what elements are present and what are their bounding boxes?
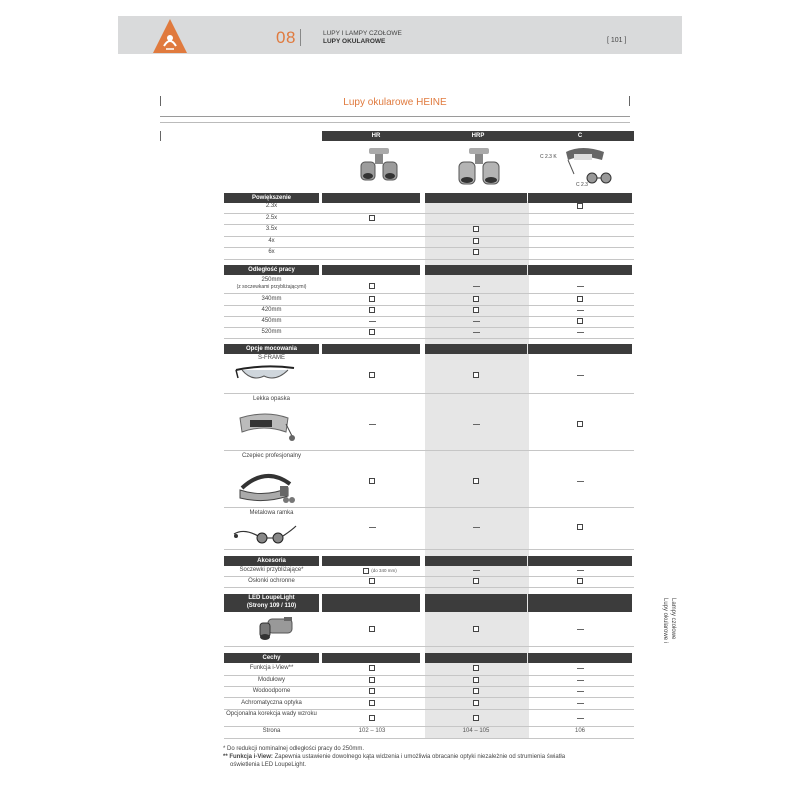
cell-check <box>320 329 424 336</box>
row-label: 2.5x <box>265 215 278 221</box>
checkbox-icon <box>577 203 583 209</box>
row-label: Soczewki przybliżające* <box>239 567 304 573</box>
row-divider <box>224 587 634 588</box>
column-header-hrp: HRP <box>424 131 532 141</box>
chapter-title: LUPY I LAMPY CZOŁOWE <box>323 30 402 37</box>
row-label: 250mm <box>261 277 282 283</box>
checkbox-icon <box>577 578 583 584</box>
checkbox-icon <box>369 578 375 584</box>
cell-check <box>320 578 424 585</box>
dash-icon <box>577 286 584 287</box>
checkbox-icon <box>577 524 583 530</box>
cell-check <box>528 296 632 303</box>
checkbox-icon <box>369 283 375 289</box>
cell-dash <box>528 688 632 695</box>
cell-dash <box>424 524 528 531</box>
row-divider <box>224 293 634 294</box>
group-bar <box>425 193 527 203</box>
dash-icon <box>577 668 584 669</box>
group-bar <box>425 265 527 275</box>
side-label-line1: Lupy okularowe i <box>662 598 668 644</box>
dash-icon <box>577 680 584 681</box>
dash-icon <box>473 286 480 287</box>
group-bar <box>528 653 632 663</box>
cell-dash <box>528 307 632 314</box>
group-bar <box>322 594 420 612</box>
cell-check <box>424 715 528 722</box>
checkbox-icon <box>369 626 375 632</box>
checkbox-icon <box>369 307 375 313</box>
row-divider <box>224 738 634 739</box>
cell-dash <box>528 626 632 633</box>
row-divider <box>224 327 634 328</box>
cell-check <box>424 249 528 256</box>
row-divider <box>224 316 634 317</box>
group-bar <box>528 265 632 275</box>
row-divider <box>224 709 634 710</box>
row-divider <box>224 726 634 727</box>
row-label: Lekka opaska <box>252 396 291 402</box>
checkbox-icon <box>473 249 479 255</box>
cell-dash <box>528 700 632 707</box>
cell-check <box>424 226 528 233</box>
row-label: 520mm <box>261 329 282 335</box>
dash-icon <box>577 691 584 692</box>
row-divider <box>224 450 634 451</box>
group-bar <box>425 344 527 354</box>
row-label: Wodoodporne <box>252 688 291 694</box>
cell-check <box>320 478 424 485</box>
cell-dash <box>528 329 632 336</box>
row-label: 4x <box>268 238 275 244</box>
dash-icon <box>473 527 480 528</box>
group-header-accessories: Akcesoria <box>224 556 319 566</box>
checkbox-icon <box>369 372 375 378</box>
checkbox-icon <box>363 568 369 574</box>
cell-check <box>424 626 528 633</box>
chapter-number: 08 <box>276 28 296 47</box>
group-bar <box>322 193 420 203</box>
group-bar <box>528 594 632 612</box>
group-bar <box>425 653 527 663</box>
checkbox-icon <box>369 215 375 221</box>
side-label-line2: Lampy czołowe <box>670 598 676 640</box>
cell-check <box>320 677 424 684</box>
dash-icon <box>369 527 376 528</box>
cell-check <box>320 688 424 695</box>
cell-check <box>528 318 632 325</box>
row-divider <box>224 236 634 237</box>
dash-icon <box>577 310 584 311</box>
hr-loupe-image <box>355 146 403 186</box>
checkbox-icon <box>473 307 479 313</box>
section-title: Lupy okularowe HEINE <box>343 97 447 108</box>
dash-icon <box>473 570 480 571</box>
cell-dash <box>320 524 424 531</box>
checkbox-icon <box>577 318 583 324</box>
led-title: LED LoupeLight <box>248 595 295 601</box>
row-divider <box>224 549 634 550</box>
row-label: 450mm <box>261 318 282 324</box>
group-bar <box>322 556 420 566</box>
cell-page: 104 – 105 <box>462 728 490 734</box>
checkbox-icon <box>473 715 479 721</box>
heine-logo-icon <box>152 18 188 54</box>
footnote-2-text: Zapewnia ustawienie dowolnego kąta widzenia i umożliwia obracanie optyki niezależnie od strumienia światła <box>272 754 566 760</box>
group-bar <box>528 344 632 354</box>
group-header-magnification: Powiększenie <box>224 193 319 203</box>
footnote-1: * Do redukcji nominalnej odległości pracy do 250mm. <box>223 746 365 752</box>
row-sublabel: (z soczewkami przybliżającymi) <box>236 284 307 290</box>
row-divider <box>224 393 634 394</box>
cell-page: 106 <box>574 728 585 734</box>
s-frame-image <box>234 364 296 386</box>
dash-icon <box>577 332 584 333</box>
led-loupelight-image <box>254 615 298 645</box>
footnote-2-continued: oświetlenia LED LoupeLight. <box>230 762 307 768</box>
row-divider <box>224 697 634 698</box>
cell-check <box>320 715 424 722</box>
section-title-bar <box>160 96 630 117</box>
row-label: 340mm <box>261 296 282 302</box>
column-header-hr: HR <box>322 131 430 141</box>
group-bar <box>425 594 527 612</box>
dash-icon <box>577 570 584 571</box>
cell-dash <box>528 283 632 290</box>
row-label: Osłonki ochronne <box>248 578 295 584</box>
dash-icon <box>577 718 584 719</box>
row-label: Metalowa ramka <box>249 510 294 516</box>
cell-check <box>424 700 528 707</box>
cell-check <box>320 215 424 222</box>
cell-check <box>424 578 528 585</box>
hrp-loupe-image <box>455 146 503 188</box>
cell-dash <box>320 421 424 428</box>
cell-check <box>320 626 424 633</box>
cell-dash <box>528 567 632 574</box>
checkbox-icon <box>473 688 479 694</box>
row-label: Achromatyczna optyka <box>241 700 302 706</box>
checkbox-icon <box>473 226 479 232</box>
group-header-working-distance: Odległość pracy <box>224 265 319 275</box>
row-divider <box>224 247 634 248</box>
cell-check <box>320 372 424 379</box>
cell-dash <box>528 478 632 485</box>
group-bar <box>322 653 420 663</box>
cell-dash <box>528 372 632 379</box>
cell-dash <box>320 318 424 325</box>
row-divider <box>224 305 634 306</box>
row-divider <box>224 507 634 508</box>
row-divider <box>224 259 634 260</box>
row-label: 2.3x <box>265 203 278 209</box>
checkbox-icon <box>473 700 479 706</box>
c-label-bottom: C 2.3 <box>576 182 588 188</box>
divider-tick <box>160 131 161 141</box>
group-bar <box>425 556 527 566</box>
cell-check <box>528 421 632 428</box>
cell-dash <box>424 329 528 336</box>
cell-check <box>320 307 424 314</box>
cell-check <box>424 238 528 245</box>
row-label: Strona <box>262 728 281 734</box>
group-header-features: Cechy <box>224 653 319 663</box>
cell-dash <box>528 665 632 672</box>
checkbox-icon <box>369 296 375 302</box>
row-label: 6x <box>268 249 275 255</box>
group-header-mounting: Opcje mocowania <box>224 344 319 354</box>
row-divider <box>224 675 634 676</box>
light-headband-image <box>236 410 296 444</box>
checkbox-icon <box>473 626 479 632</box>
checkbox-icon <box>473 372 479 378</box>
checkbox-icon <box>369 478 375 484</box>
group-bar <box>528 193 632 203</box>
divider <box>160 122 630 123</box>
row-divider <box>224 338 634 339</box>
cell-check <box>320 700 424 707</box>
dash-icon <box>577 629 584 630</box>
cell-check <box>424 677 528 684</box>
checkbox-icon <box>577 296 583 302</box>
column-header-c: C <box>526 131 634 141</box>
checkbox-icon <box>473 665 479 671</box>
checkbox-icon <box>369 700 375 706</box>
group-bar <box>322 344 420 354</box>
group-header-led <box>224 594 319 612</box>
cell-dash <box>424 567 528 574</box>
metal-frame-image <box>232 520 298 550</box>
cell-check <box>424 688 528 695</box>
chapter-divider <box>300 29 301 46</box>
checkbox-icon <box>473 478 479 484</box>
checkbox-icon <box>369 715 375 721</box>
dash-icon <box>473 321 480 322</box>
row-label: Funkcja i-View** <box>249 665 294 671</box>
checkbox-icon <box>473 578 479 584</box>
cell-check <box>320 665 424 672</box>
row-label: 420mm <box>261 307 282 313</box>
cell-check <box>528 578 632 585</box>
footnote-2 <box>223 753 623 761</box>
cell-check <box>424 372 528 379</box>
checkbox-icon <box>369 677 375 683</box>
dash-icon <box>473 424 480 425</box>
cell-dash <box>424 283 528 290</box>
checkbox-icon <box>369 665 375 671</box>
cell-check <box>424 307 528 314</box>
cell-check <box>424 478 528 485</box>
row-divider <box>224 224 634 225</box>
row-divider <box>224 213 634 214</box>
cell-dash <box>424 318 528 325</box>
dash-icon <box>577 481 584 482</box>
row-label: 3.5x <box>265 226 278 232</box>
checkbox-icon <box>473 296 479 302</box>
side-label <box>660 598 690 648</box>
checkbox-icon <box>473 238 479 244</box>
cell-note: (do 340 mm) <box>371 568 397 573</box>
cell-dash <box>528 715 632 722</box>
cell-check <box>320 283 424 290</box>
cell-check <box>424 296 528 303</box>
dash-icon <box>369 424 376 425</box>
cell-check <box>328 567 432 574</box>
page-number: [ 101 ] <box>607 37 627 44</box>
row-label: S-FRAME <box>258 355 285 361</box>
row-divider <box>224 646 634 647</box>
c-loupe-image <box>548 146 628 188</box>
cell-dash <box>528 677 632 684</box>
group-bar <box>528 556 632 566</box>
row-label: Modułowy <box>257 677 285 683</box>
row-label: Czepiec profesjonalny <box>241 453 302 459</box>
dash-icon <box>473 332 480 333</box>
footnote-2-term: ** Funkcja i-View: <box>223 754 273 760</box>
led-pages: (Strony 109 / 110) <box>246 603 297 609</box>
checkbox-icon <box>473 677 479 683</box>
row-divider <box>224 686 634 687</box>
cell-check <box>320 296 424 303</box>
c-label-top: C 2.3 K <box>540 154 557 160</box>
cell-dash <box>424 421 528 428</box>
cell-check <box>424 665 528 672</box>
dash-icon <box>577 375 584 376</box>
professional-headband-image <box>236 466 298 506</box>
dash-icon <box>369 321 376 322</box>
cell-check <box>528 203 632 210</box>
group-bar <box>322 265 420 275</box>
checkbox-icon <box>577 421 583 427</box>
row-divider <box>224 576 634 577</box>
cell-page: 102 – 103 <box>358 728 386 734</box>
checkbox-icon <box>369 688 375 694</box>
chapter-subtitle: LUPY OKULAROWE <box>323 38 386 45</box>
dash-icon <box>577 703 584 704</box>
cell-check <box>528 524 632 531</box>
row-label: Opcjonalna korekcja wady wzroku <box>226 711 317 717</box>
checkbox-icon <box>369 329 375 335</box>
